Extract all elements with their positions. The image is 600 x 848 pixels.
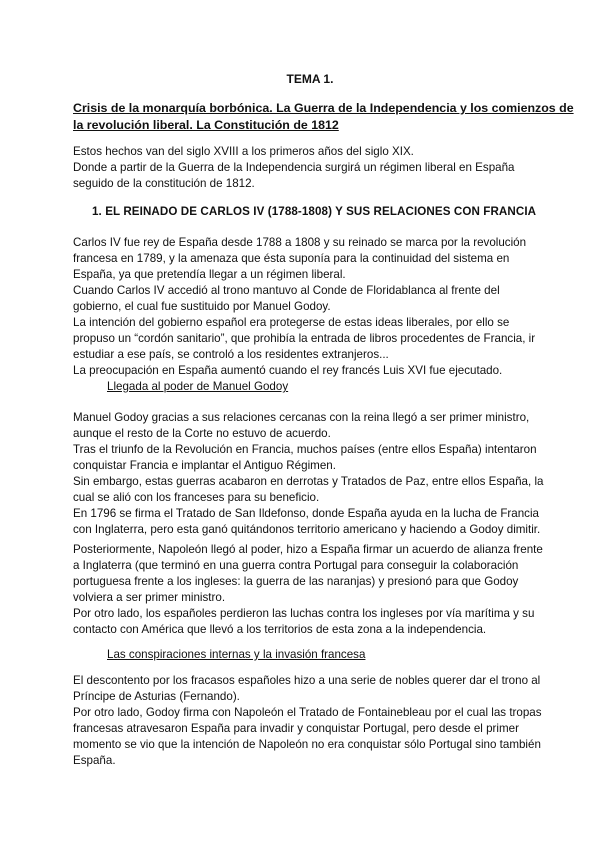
section-1-title: 1. EL REINADO DE CARLOS IV (1788-1808) Y SUS RELACIONES CON FRANCIA bbox=[92, 205, 537, 218]
text-line: España. bbox=[73, 754, 116, 767]
text-line: Donde a partir de la Guerra de la Independencia surgirá un régimen liberal en España bbox=[73, 161, 515, 174]
text-line: cual se alió con los franceses para su beneficio. bbox=[73, 491, 320, 504]
text-line: El descontento por los fracasos españoles hizo a una serie de nobles querer dar el trono al bbox=[73, 674, 541, 687]
text-line: francesas atravesaron España para invadir y conquistar Portugal, pero desde el primer bbox=[73, 722, 519, 735]
text-line: con Inglaterra, pero esta ganó quitándonos territorio americano y haciendo a Godoy dimitir. bbox=[73, 523, 541, 536]
subsection-godoy-body bbox=[73, 410, 544, 538]
text-line: gobierno, el cual fue sustituido por Manuel Godoy. bbox=[73, 300, 331, 313]
text-line: volviera a ser primer ministro. bbox=[73, 591, 226, 604]
text-line: Cuando Carlos IV accedió al trono mantuvo al Conde de Floridablanca al frente del bbox=[73, 284, 500, 297]
intro-paragraph bbox=[73, 144, 533, 192]
text-line: La intención del gobierno español era protegerse de estas ideas liberales, por ello se bbox=[73, 316, 510, 329]
text-line: propuso un “cordón sanitario”, que prohibía la entrada de libros procedentes de Francia, ir bbox=[73, 332, 536, 345]
subsection-conspiraciones-body bbox=[73, 673, 542, 769]
text-line: Por otro lado, los españoles perdieron las luchas contra los ingleses por vía marítima y su bbox=[73, 607, 535, 620]
text-line: Príncipe de Asturias (Fernando). bbox=[73, 690, 240, 703]
text-line: estudiar a ese país, se controló a los residentes extranjeros... bbox=[73, 348, 389, 361]
subsection-conspiraciones-title: Las conspiraciones internas y la invasión francesa bbox=[107, 648, 366, 661]
text-line: España, ya que pretendía llegar a un régimen liberal. bbox=[73, 268, 346, 281]
text-line: Manuel Godoy gracias a sus relaciones cercanas con la reina llegó a ser primer ministro, bbox=[73, 411, 530, 424]
text-line: contacto con América que llevó a los territorios de esta zona a la independencia. bbox=[73, 623, 487, 636]
text-line: aunque el resto de la Corte no estuvo de acuerdo. bbox=[73, 427, 331, 440]
document-title: TEMA 1. bbox=[286, 72, 334, 86]
text-line: seguido de la constitución de 1812. bbox=[73, 177, 255, 190]
text-line: Sin embargo, estas guerras acabaron en derrotas y Tratados de Paz, entre ellos España, la bbox=[73, 475, 544, 488]
subsection-godoy-title: Llegada al poder de Manuel Godoy bbox=[107, 380, 289, 393]
text-line: Por otro lado, Godoy firma con Napoleón el Tratado de Fontainebleau por el cual las tropas bbox=[73, 706, 542, 719]
text-line: En 1796 se firma el Tratado de San Ildefonso, donde España ayuda en la lucha de Francia bbox=[73, 507, 539, 520]
text-line: conquistar Francia e implantar el Antiguo Régimen. bbox=[73, 459, 336, 472]
subsection-godoy-body-2 bbox=[73, 542, 543, 638]
text-line: Estos hechos van del siglo XVIII a los primeros años del siglo XIX. bbox=[73, 145, 414, 158]
section-1-body bbox=[73, 235, 536, 379]
text-line: Carlos IV fue rey de España desde 1788 a 1808 y su reinado se marca por la revolución bbox=[73, 236, 527, 249]
text-line: La preocupación en España aumentó cuando el rey francés Luis XVI fue ejecutado. bbox=[73, 364, 503, 377]
heading-line: la revolución liberal. La Constitución de 1812 bbox=[73, 118, 339, 132]
text-line: a Inglaterra (que terminó en una guerra contra Portugal para conseguir la colaboración bbox=[73, 559, 519, 572]
main-heading bbox=[73, 100, 574, 134]
text-line: Posteriormente, Napoleón llegó al poder, hizo a España firmar un acuerdo de alianza frente bbox=[73, 543, 543, 556]
text-line: francesa en 1789, y la amenaza que ésta suponía para la continuidad del sistema en bbox=[73, 252, 510, 265]
text-line: Tras el triunfo de la Revolución en Francia, muchos países (entre ellos España) intentaron bbox=[73, 443, 537, 456]
text-line: momento se vio que la intención de Napoleón no era conquistar sólo Portugal sino también bbox=[73, 738, 541, 751]
text-line: portuguesa frente a los ingleses: la guerra de las naranjas) y presionó para que Godoy bbox=[73, 575, 519, 588]
heading-line: Crisis de la monarquía borbónica. La Guerra de la Independencia y los comienzos de bbox=[73, 101, 574, 115]
